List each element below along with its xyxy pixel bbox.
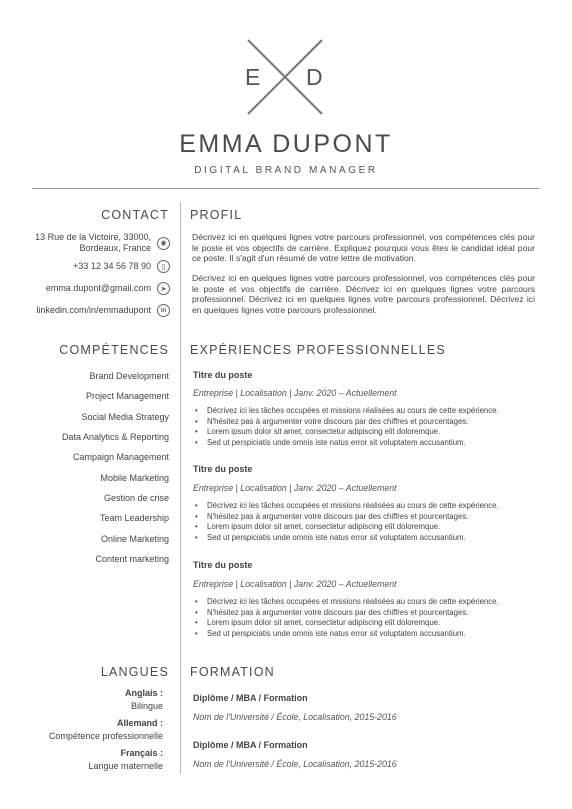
column-divider <box>180 202 181 774</box>
skill-item: Content marketing <box>95 554 169 564</box>
list-item: • Décrivez ici les tâches occupées et missions réalisées au cours de cette expérience. <box>193 406 499 417</box>
education-school: Nom de l'Université / École, Localisation, 2015-2016 <box>193 712 397 722</box>
profile-heading: PROFIL <box>190 208 243 222</box>
list-item: • Sed ut perspiciatis unde omnis iste natus error sit voluptatem accusantium. <box>193 438 499 449</box>
education-title: Diplôme / MBA / Formation <box>193 740 308 750</box>
job-bullets <box>193 597 499 639</box>
job-title: Titre du poste <box>193 560 253 570</box>
skill-item: Brand Development <box>89 371 169 381</box>
contact-phone <box>73 260 170 273</box>
job-bullets <box>193 406 499 448</box>
education-heading: FORMATION <box>190 665 275 679</box>
skill-item: Campaign Management <box>72 452 169 462</box>
job-meta: Entreprise | Localisation | Janv. 2020 – Actuellement <box>193 483 397 493</box>
header-divider <box>32 188 540 189</box>
profile-paragraph-1: Décrivez ici en quelques lignes votre parcours professionnel, vos compétences clés pour le poste et vos objectifs de carrière. Expliquez pourquoi vous êtes le candidat idéal pour ce poste. Il s'agit d'un résumé de votre lettre de motivation. <box>192 232 535 263</box>
job-title: Titre du poste <box>193 370 253 380</box>
linkedin-icon: in <box>157 304 170 317</box>
languages-heading: LANGUES <box>100 665 169 679</box>
language-level: Compétence professionnelle <box>48 731 163 741</box>
candidate-name: EMMA DUPONT <box>179 130 393 158</box>
skill-item: Team Leadership <box>99 513 169 523</box>
linkedin-text[interactable]: linkedin.com/in/emmadupont <box>36 305 151 315</box>
education-title: Diplôme / MBA / Formation <box>193 693 308 703</box>
initial-last: D <box>306 64 324 90</box>
contact-linkedin <box>36 304 170 317</box>
job-title: Titre du poste <box>193 464 253 474</box>
education-school: Nom de l'Université / École, Localisation, 2015-2016 <box>193 759 397 769</box>
list-item: • Lorem ipsum dolor sit amet, consectetur adipiscing elit doloremque. <box>193 427 499 438</box>
email-icon: ➤ <box>157 282 170 295</box>
skill-item: Project Management <box>85 391 169 401</box>
address-line1: 13 Rue de la Victoire, 33000, <box>35 232 151 242</box>
profile-paragraph-2: Décrivez ici en quelques lignes votre parcours professionnel, vos compétences clés pour le poste et vos objectifs de carrière. Décrivez ici en quelques lignes votre parcours professionnel. Décrivez ici en quelques lignes votre parcours professionnel. Décrivez ici en quelques lignes votre parcours professionnel. <box>192 273 535 315</box>
skill-item: Data Analytics & Reporting <box>61 432 169 442</box>
list-item: • Lorem ipsum dolor sit amet, consectetur adipiscing elit doloremque. <box>193 618 499 629</box>
address-line2: Bordeaux, France <box>79 243 151 253</box>
language-name: Français : <box>120 748 163 758</box>
language-name: Allemand : <box>116 718 163 728</box>
list-item: • Décrivez ici les tâches occupées et missions réalisées au cours de cette expérience. <box>193 597 499 608</box>
phone-icon: ▯ <box>157 260 170 273</box>
language-level: Langue maternelle <box>88 761 163 771</box>
phone-text: +33 12 34 56 78 90 <box>73 261 151 271</box>
language-level: Bilingue <box>130 701 163 711</box>
job-meta: Entreprise | Localisation | Janv. 2020 – Actuellement <box>193 579 397 589</box>
list-item: • Décrivez ici les tâches occupées et missions réalisées au cours de cette expérience. <box>193 501 499 512</box>
list-item: • Sed ut perspiciatis unde omnis iste natus error sit voluptatem accusantium. <box>193 533 499 544</box>
list-item: • N'hésitez pas à argumenter votre discours par des chiffres et pourcentages. <box>193 512 499 523</box>
contact-heading: CONTACT <box>101 208 169 222</box>
initial-first: E <box>245 64 262 90</box>
job-meta: Entreprise | Localisation | Janv. 2020 – Actuellement <box>193 388 397 398</box>
contact-address <box>35 232 170 254</box>
skills-heading: COMPÉTENCES <box>59 343 169 357</box>
list-item: • Sed ut perspiciatis unde omnis iste natus error sit voluptatem accusantium. <box>193 629 499 640</box>
list-item: • N'hésitez pas à argumenter votre discours par des chiffres et pourcentages. <box>193 608 499 619</box>
job-bullets <box>193 501 499 543</box>
list-item: • N'hésitez pas à argumenter votre discours par des chiffres et pourcentages. <box>193 417 499 428</box>
list-item: • Lorem ipsum dolor sit amet, consectetur adipiscing elit doloremque. <box>193 522 499 533</box>
email-text[interactable]: emma.dupont@gmail.com <box>45 283 151 293</box>
skill-item: Social Media Strategy <box>81 412 169 422</box>
language-name: Anglais : <box>124 688 163 698</box>
skill-item: Gestion de crise <box>103 493 169 503</box>
skill-item: Mobile Marketing <box>100 473 169 483</box>
experience-heading: EXPÉRIENCES PROFESSIONNELLES <box>190 343 446 357</box>
location-icon: ◉ <box>157 237 170 250</box>
contact-email <box>46 282 170 295</box>
candidate-title: DIGITAL BRAND MANAGER <box>194 165 378 176</box>
skill-item: Online Marketing <box>100 534 169 544</box>
